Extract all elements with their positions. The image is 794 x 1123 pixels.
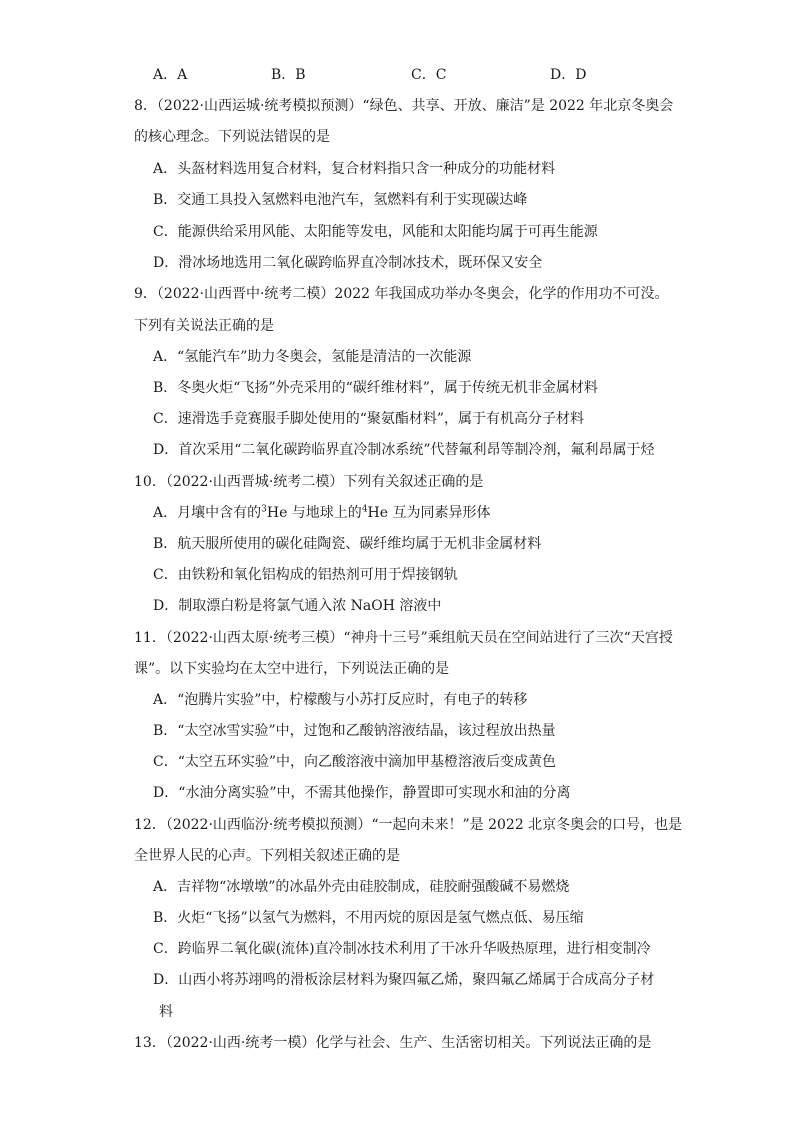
question-12-option-d-cont: 料 [159,1004,173,1020]
question-8-option-b: B．交通工具投入氢燃料电池汽车，氢燃料有利于实现碳达峰 [153,192,528,208]
question-8-option-c: C．能源供给采用风能、太阳能等发电，风能和太阳能均属于可再生能源 [153,224,598,240]
question-10-option-c: C．由铁粉和氧化铝构成的铝热剂可用于焊接钢轨 [153,567,458,583]
question-11-option-a: A．“泡腾片实验”中，柠檬酸与小苏打反应时，有电子的转移 [153,692,528,708]
question-9-option-a: A．“氢能汽车”助力冬奥会，氢能是清洁的一次能源 [153,349,472,365]
question-12-option-b: B．火炬“飞扬”以氢气为燃料，不用丙烷的原因是氢气燃点低、易压缩 [153,910,584,926]
question-11-option-b: B．“太空冰雪实验”中，过饱和乙酸钠溶液结晶，该过程放出热量 [153,723,556,739]
question-8-option-d: D．滑冰场地选用二氧化碳跨临界直冷制冰技术，既环保又安全 [153,255,543,271]
question-11-option-d: D．“水油分离实验”中，不需其他操作，静置即可实现水和油的分离 [153,785,571,801]
question-13-stem: 13．（2022·山西·统考一模）化学与社会、生产、生活密切相关。下列说法正确的是 [134,1035,652,1051]
question-10-option-b: B．航天服所使用的碳化硅陶瓷、碳纤维均属于无机非金属材料 [153,536,542,552]
question-10-option-a: A．月壤中含有的$^3$He 与地球上的$^4$He 互为同素异形体 [153,504,491,521]
question-12-stem: 12．（2022·山西临汾·统考模拟预测）“一起向未来！”是 2022 北京冬奥会的口号，也是 [134,817,683,833]
question-9-option-d: D．首次采用“二氧化碳跨临界直冷制冰系统”代替氟利昂等制冷剂，氟利昂属于烃 [153,442,655,458]
question-8-stem: 8．（2022·山西运城·统考模拟预测）“绿色、共享、开放、廉洁”是 2022 年北京冬奥会 [134,98,674,114]
question-9-stem-cont: 下列有关说法正确的是 [134,318,274,334]
option-c-prev: C．C [411,67,447,83]
question-8-stem-cont: 的核心理念。下列说法错误的是 [134,129,330,145]
question-11-stem: 11．（2022·山西太原·统考三模）“神舟十三号”乘组航天员在空间站进行了三次“天宫授 [134,630,673,646]
question-12-option-d: D．山西小将苏翊鸣的滑板涂层材料为聚四氟乙烯，聚四氟乙烯属于合成高分子材 [153,972,655,988]
question-8-option-a: A．头盔材料选用复合材料，复合材料指只含一种成分的功能材料 [153,161,556,177]
question-12-option-c: C．跨临界二氧化碳(流体)直冷制冰技术利用了干冰升华吸热原理，进行相变制冷 [153,941,651,957]
question-11-stem-cont: 课”。以下实验均在太空中进行，下列说法正确的是 [134,661,450,677]
option-b-prev: B．B [271,67,306,83]
question-10-option-d: D．制取漂白粉是将氯气通入浓 NaOH 溶液中 [153,598,442,614]
question-9-stem: 9．（2022·山西晋中·统考二模）2022 年我国成功举办冬奥会，化学的作用功不可没。 [134,286,669,302]
question-10-stem: 10．（2022·山西晋城·统考二模）下列有关叙述正确的是 [134,474,484,490]
option-a-prev: A．A [153,67,188,83]
question-9-option-b: B．冬奥火炬“飞扬”外壳采用的“碳纤维材料”，属于传统无机非金属材料 [153,380,598,396]
question-9-option-c: C．速滑选手竞赛服手脚处使用的“聚氨酯材料”，属于有机高分子材料 [153,411,585,427]
question-11-option-c: C．“太空五环实验”中，向乙酸溶液中滴加甲基橙溶液后变成黄色 [153,754,557,770]
question-12-stem-cont: 全世界人民的心声。下列相关叙述正确的是 [134,848,400,864]
option-d-prev: D．D [550,67,587,83]
question-12-option-a: A．吉祥物“冰墩墩”的冰晶外壳由硅胶制成，硅胶耐强酸碱不易燃烧 [153,879,570,895]
